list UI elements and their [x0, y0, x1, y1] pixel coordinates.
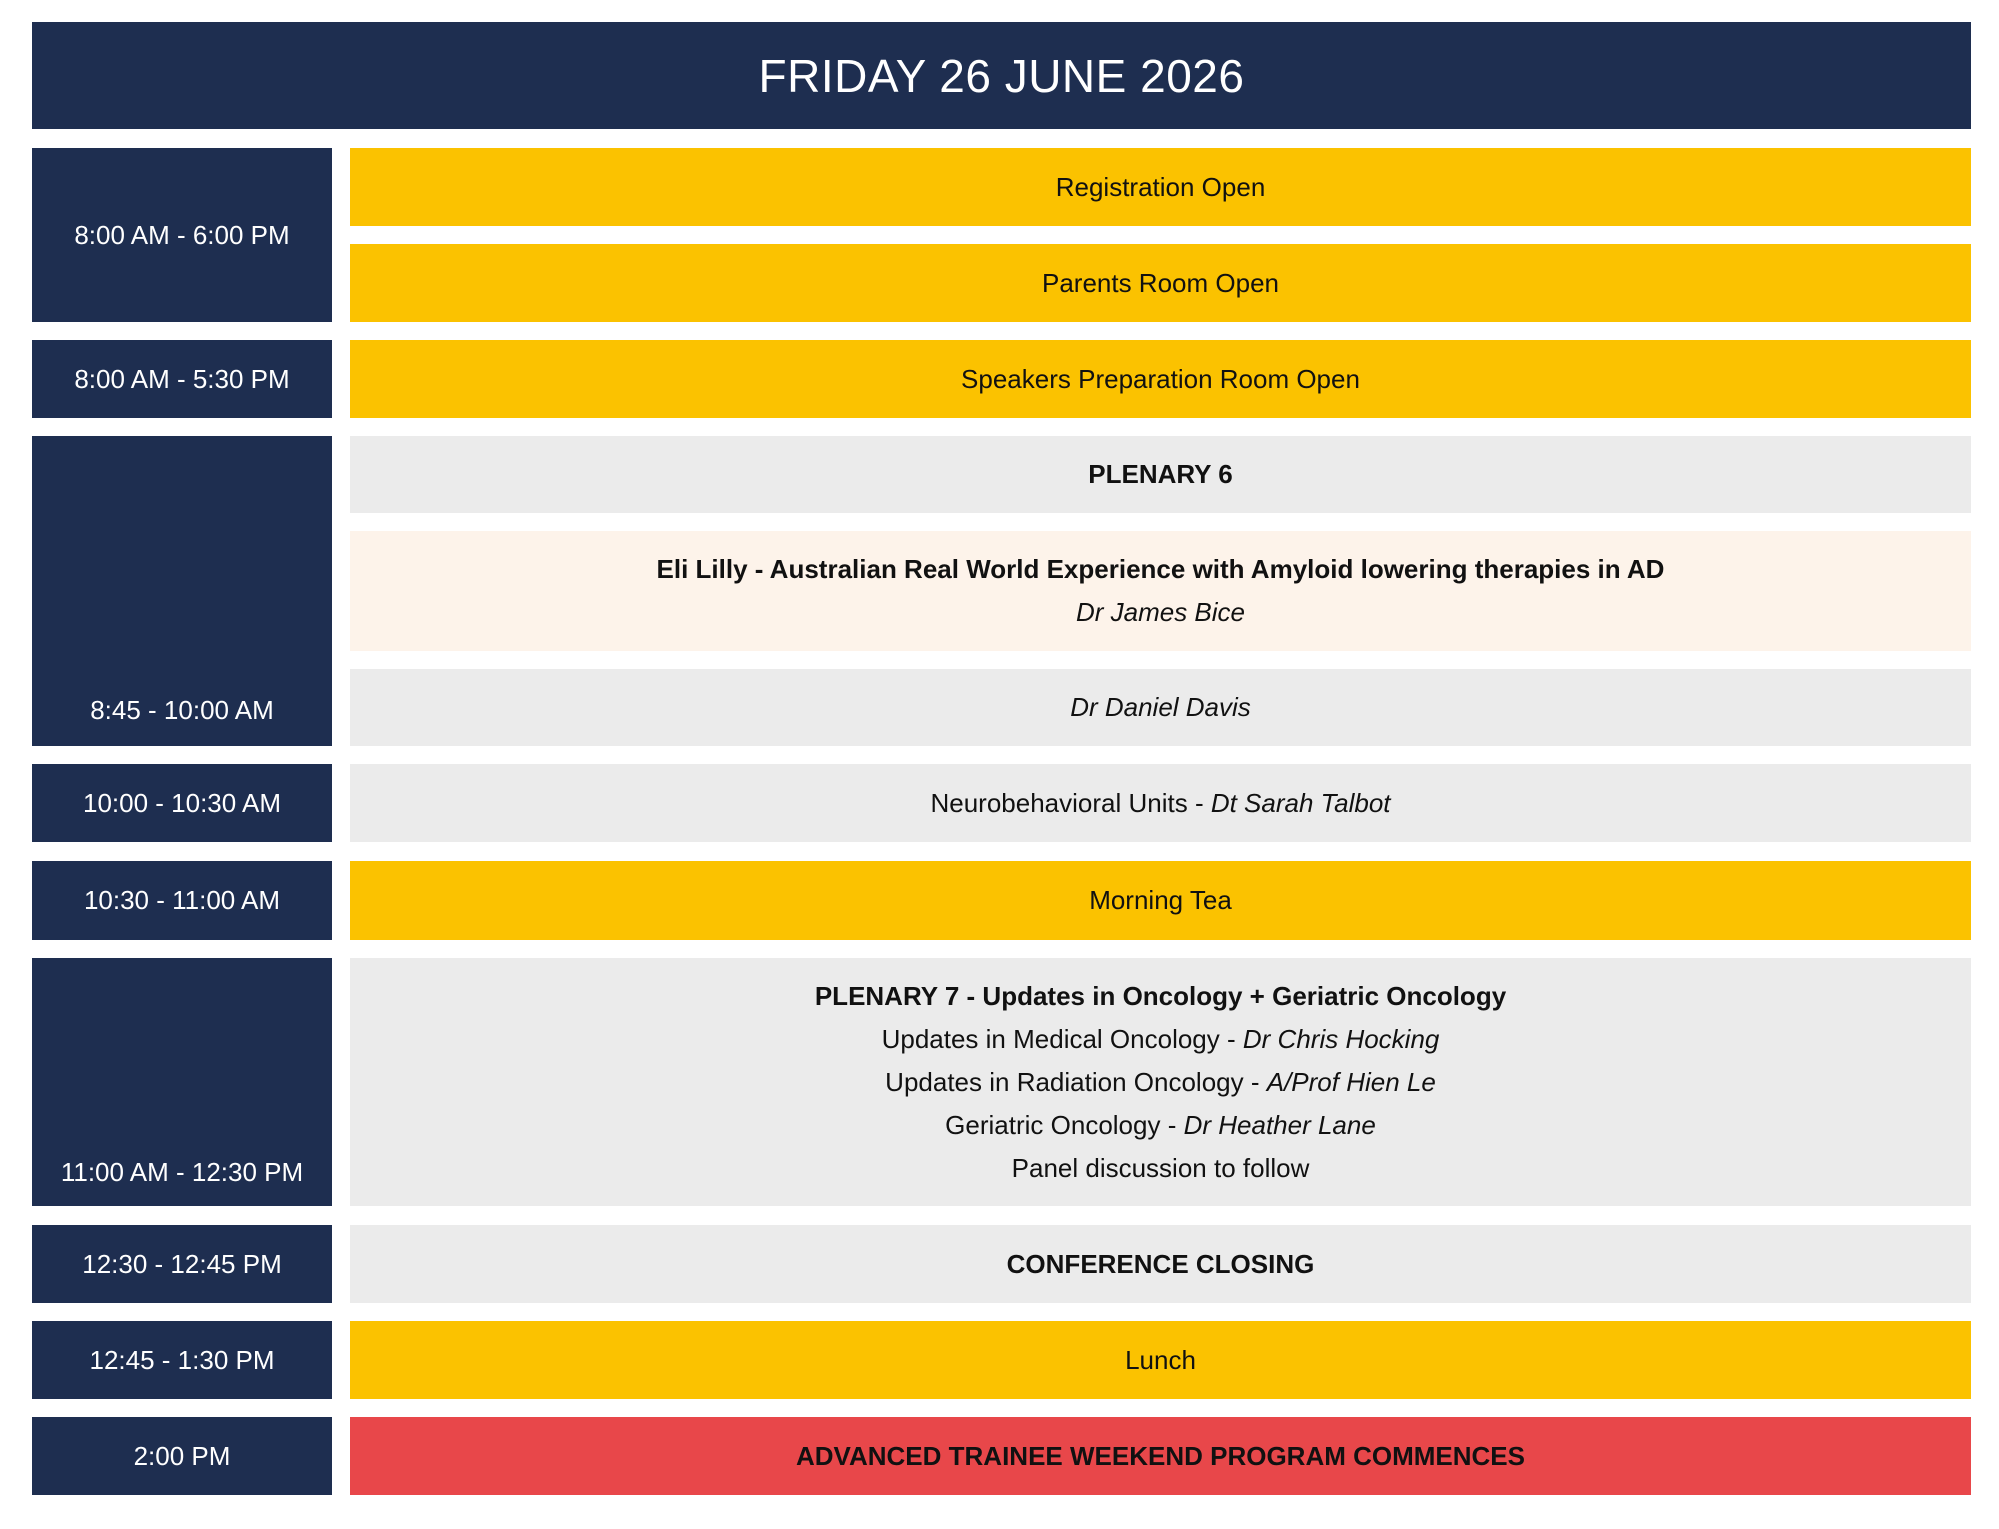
time-slot: [32, 958, 332, 1206]
time-label: 11:00 AM - 12:30 PM: [60, 1157, 304, 1187]
plenary-7-item: [945, 1104, 1376, 1147]
session-parents-room: [350, 244, 1971, 322]
session-morning-tea: [350, 861, 1971, 940]
plenary-7-item: [882, 1018, 1440, 1061]
page-title: [32, 22, 1971, 129]
separator: -: [1243, 1066, 1267, 1097]
session-conference-closing: [350, 1225, 1971, 1303]
session-advanced-trainee: [350, 1417, 1971, 1495]
session-title: Neurobehavioral Units: [930, 787, 1188, 818]
time-slot: [32, 340, 332, 418]
session-label: Parents Room Open: [1041, 267, 1279, 298]
session-registration: [350, 148, 1971, 226]
session-label: ADVANCED TRAINEE WEEKEND PROGRAM COMMENCES: [796, 1440, 1525, 1471]
page-title-text: FRIDAY 26 JUNE 2026: [758, 49, 1245, 102]
item-title: Updates in Medical Oncology: [881, 1023, 1220, 1054]
session-label: Registration Open: [1055, 171, 1266, 202]
session-speaker: Dt Sarah Talbot: [1210, 787, 1391, 818]
session-plenary-6: [350, 436, 1971, 513]
session-label: Morning Tea: [1089, 885, 1232, 915]
time-label: 12:45 - 1:30 PM: [89, 1344, 275, 1375]
session-davis: [350, 669, 1971, 746]
time-label: 12:30 - 12:45 PM: [82, 1248, 282, 1279]
time-label: 8:00 AM - 6:00 PM: [74, 219, 290, 250]
separator: -: [1187, 787, 1211, 818]
item-title: Geriatric Oncology: [945, 1109, 1161, 1140]
separator: -: [1219, 1023, 1243, 1054]
session-label: PLENARY 6: [1088, 459, 1233, 489]
plenary-7-item: [885, 1061, 1436, 1104]
time-label: 8:45 - 10:00 AM: [90, 695, 274, 725]
time-label: 10:00 - 10:30 AM: [82, 787, 282, 818]
item-speaker: Dr Heather Lane: [1183, 1109, 1376, 1140]
session-eli-lilly: [350, 531, 1971, 651]
item-speaker: Dr Chris Hocking: [1242, 1023, 1440, 1054]
time-label: 10:30 - 11:00 AM: [83, 885, 281, 915]
plenary-7-title: PLENARY 7 - Updates in Oncology + Geriatric Oncology: [814, 980, 1507, 1011]
session-label: Speakers Preparation Room Open: [961, 363, 1360, 394]
separator: -: [1160, 1109, 1184, 1140]
session-title: Eli Lilly - Australian Real World Experience with Amyloid lowering therapies in AD: [656, 554, 1665, 584]
session-plenary-7: [350, 958, 1971, 1206]
time-label: 2:00 PM: [133, 1440, 231, 1471]
plenary-7-item: [1012, 1147, 1310, 1190]
time-slot: [32, 1225, 332, 1303]
time-slot: [32, 861, 332, 940]
time-slot: [32, 1417, 332, 1495]
time-slot: [32, 1321, 332, 1399]
time-slot: [32, 148, 332, 322]
session-speakers-room: [350, 340, 1971, 418]
item-title: Updates in Radiation Oncology: [885, 1066, 1244, 1097]
time-label: 8:00 AM - 5:30 PM: [74, 363, 290, 394]
item-title: Panel discussion to follow: [1011, 1152, 1310, 1183]
session-lunch: [350, 1321, 1971, 1399]
session-neurobehavioral: [350, 764, 1971, 842]
time-slot: [32, 436, 332, 746]
session-speaker: Dr James Bice: [1075, 597, 1246, 627]
session-title: [815, 975, 1506, 1018]
time-slot: [32, 764, 332, 842]
session-label: CONFERENCE CLOSING: [1006, 1248, 1315, 1279]
session-speaker: Dr Daniel Davis: [1070, 692, 1251, 722]
item-speaker: A/Prof Hien Le: [1266, 1066, 1436, 1097]
session-label: Lunch: [1125, 1344, 1196, 1375]
